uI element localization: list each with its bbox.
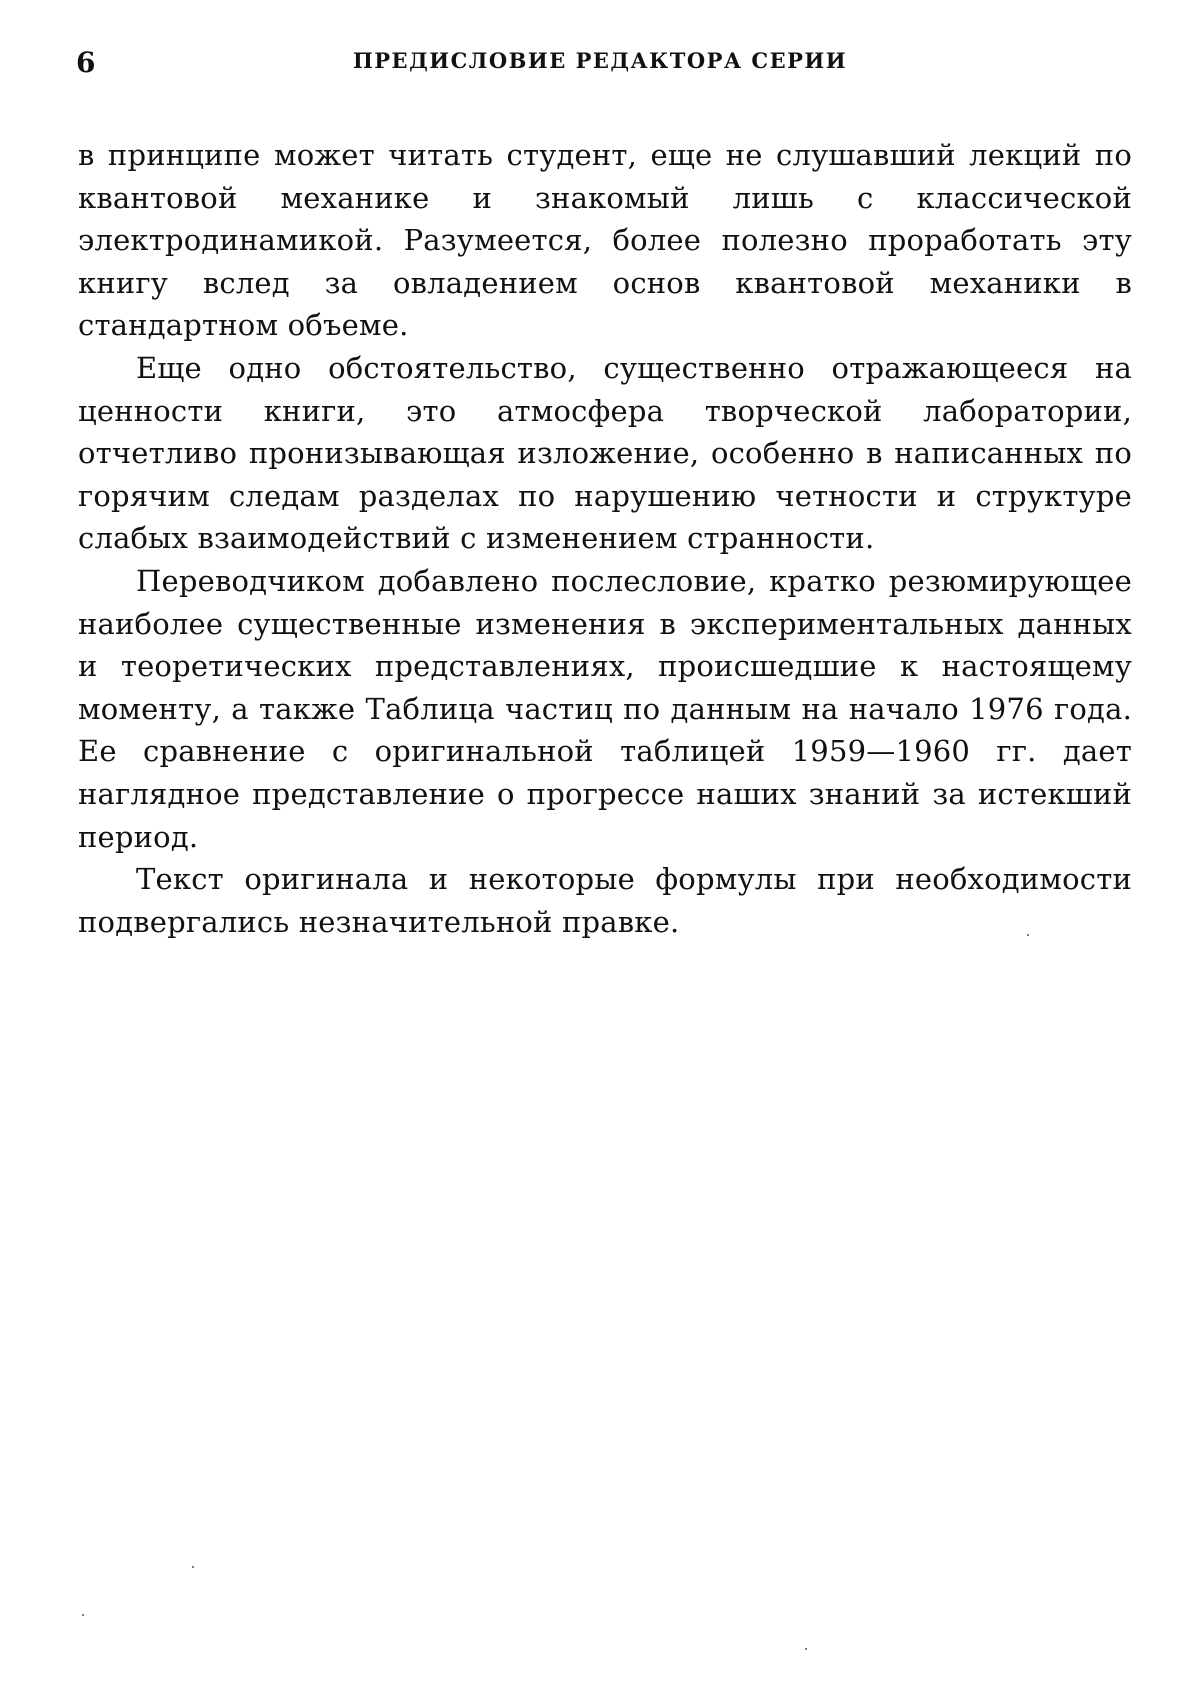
paragraph-3: Переводчиком добавлено послесловие, кратко резюмирующее наиболее существенные изменения в экспериментальных данных и теоретических представлениях, происшедшие к настоящему моменту, а также Таблица частиц по данным на начало 1976 года. Ее сравнение с оригинальной таблицей 1959—1960 гг. дает наглядное представление о прогрессе наших знаний за истекший период. — [78, 563, 1132, 854]
body-text — [78, 134, 1132, 943]
paragraph-4: Текст оригинала и некоторые формулы при необходимости подвергались незначительной правке. — [78, 862, 1132, 939]
paragraph-1: в принципе может читать студент, еще не слушавший лекций по квантовой механике и знакомый лишь с классической электродинамикой. Разумеется, более полезно проработать эту книгу вслед за овладением основ квантовой механики в стандартном объеме. — [78, 138, 1132, 343]
paragraph-2: Еще одно обстоятельство, существенно отражающееся на ценности книги, это атмосфера творческой лаборатории, отчетливо пронизывающая изложение, особенно в написанных по горячим следам разделах по нарушению четности и структуре слабых взаимодействий с изменением странности. — [78, 350, 1132, 556]
scan-speck — [805, 1648, 807, 1650]
scan-speck — [192, 1566, 194, 1568]
scan-speck — [1027, 934, 1029, 936]
page-number: 6 — [76, 46, 96, 79]
scan-speck — [82, 1614, 84, 1616]
running-title: ПРЕДИСЛОВИЕ РЕДАКТОРА СЕРИИ — [352, 48, 848, 73]
page-header — [76, 40, 1124, 80]
